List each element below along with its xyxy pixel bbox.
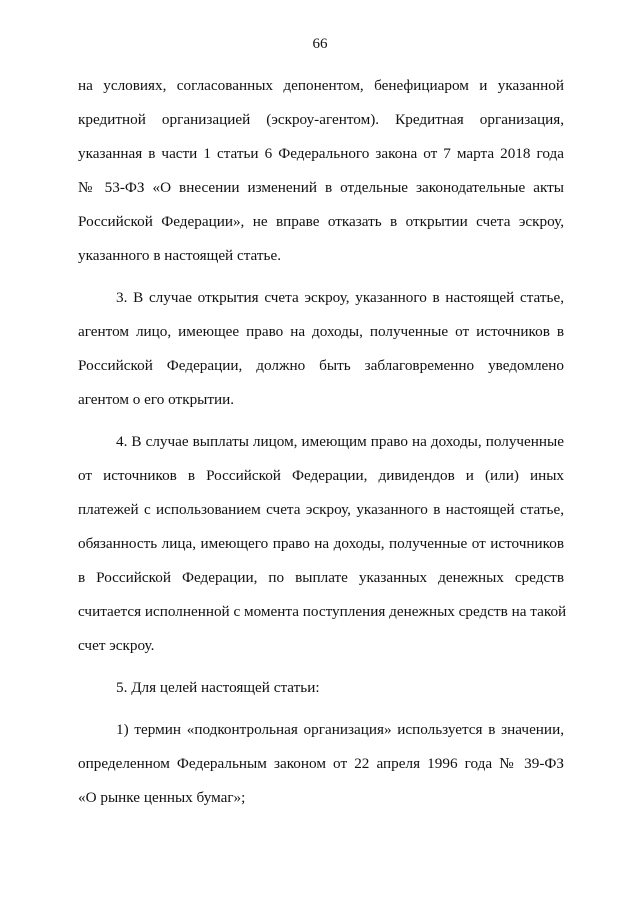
text-line: 1) термин «подконтрольная организация» используется в значении,: [116, 721, 564, 738]
text-line: указанного в настоящей статье.: [78, 247, 281, 264]
text-line: платежей с использованием счета эскроу, указанного в настоящей статье,: [78, 501, 564, 518]
document-body: [78, 69, 567, 815]
text-line: в Российской Федерации, по выплате указанных денежных средств: [78, 569, 564, 586]
text-line: от источников в Российской Федерации, дивидендов и (или) иных: [78, 467, 564, 484]
text-line: указанная в части 1 статьи 6 Федерального закона от 7 марта 2018 года: [78, 145, 564, 162]
text-line: 5. Для целей настоящей статьи:: [116, 679, 320, 696]
text-line: обязанность лица, имеющего право на доходы, полученные от источников: [78, 535, 564, 552]
text-line: кредитной организацией (эскроу-агентом). Кредитная организация,: [78, 111, 564, 128]
text-line: считается исполненной с момента поступления денежных средств на такой: [78, 603, 567, 620]
text-line: № 53-ФЗ «О внесении изменений в отдельные законодательные акты: [78, 179, 564, 196]
text-line: 3. В случае открытия счета эскроу, указанного в настоящей статье,: [116, 289, 564, 306]
text-line: Российской Федерации, должно быть заблаговременно уведомлено: [78, 357, 564, 374]
page-number: 66: [312, 36, 328, 52]
text-line: определенном Федеральным законом от 22 апреля 1996 года № 39-ФЗ: [78, 755, 564, 772]
text-line: счет эскроу.: [78, 637, 155, 654]
paragraph-continuation: [78, 69, 564, 273]
text-line: «О рынке ценных бумаг»;: [78, 789, 246, 806]
text-line: агентом лицо, имеющее право на доходы, полученные от источников в: [78, 323, 564, 340]
text-line: на условиях, согласованных депонентом, бенефициаром и указанной: [78, 77, 564, 94]
text-line: агентом о его открытии.: [78, 391, 235, 408]
paragraph-item-5: [78, 671, 564, 705]
paragraph-item-4: [78, 425, 567, 663]
paragraph-item-3: [78, 281, 564, 417]
paragraph-subitem-1: [78, 713, 564, 815]
text-line: Российской Федерации», не вправе отказать в открытии счета эскроу,: [78, 213, 564, 230]
text-line: 4. В случае выплаты лицом, имеющим право на доходы, полученные: [116, 433, 564, 450]
